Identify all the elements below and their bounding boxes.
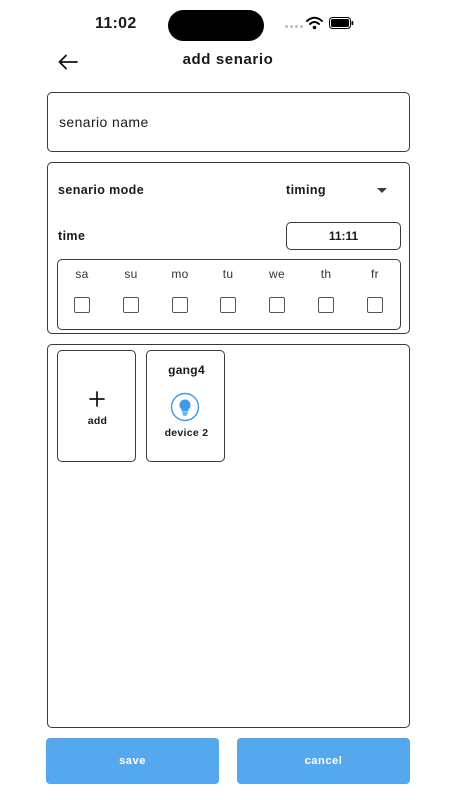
day-label: fr <box>371 267 379 281</box>
cellular-signal-icon <box>285 25 303 28</box>
day-mo <box>160 260 200 331</box>
day-label: mo <box>171 267 189 281</box>
battery-icon <box>329 17 354 29</box>
day-checkbox-th[interactable] <box>318 297 334 313</box>
status-time: 11:02 <box>95 15 137 32</box>
app-header <box>0 45 450 79</box>
day-su <box>111 260 151 331</box>
senario-mode-value: timing <box>286 183 326 197</box>
day-label: sa <box>75 267 89 281</box>
device-group-label: gang4 <box>168 363 205 377</box>
cancel-button[interactable]: cancel <box>237 738 410 784</box>
add-device-button[interactable] <box>57 350 136 462</box>
plus-icon <box>89 391 105 407</box>
day-label: su <box>124 267 138 281</box>
wifi-icon <box>306 16 323 30</box>
caret-down-icon <box>377 188 387 193</box>
day-label: tu <box>222 267 234 281</box>
senario-mode-dropdown[interactable] <box>286 177 401 203</box>
weekday-selector <box>57 259 401 330</box>
day-we <box>257 260 297 331</box>
senario-mode-card <box>47 162 410 334</box>
device-name-label: device 2 <box>164 427 209 439</box>
status-bar <box>0 0 450 50</box>
day-th <box>306 260 346 331</box>
add-device-label: add <box>87 415 108 427</box>
lightbulb-icon <box>170 392 200 422</box>
day-checkbox-we[interactable] <box>269 297 285 313</box>
day-checkbox-sa[interactable] <box>74 297 90 313</box>
save-button[interactable]: save <box>46 738 219 784</box>
day-sa <box>62 260 102 331</box>
day-checkbox-su[interactable] <box>123 297 139 313</box>
day-checkbox-fr[interactable] <box>367 297 383 313</box>
time-label: time <box>58 229 86 243</box>
senario-name-input[interactable] <box>59 114 398 130</box>
day-checkbox-mo[interactable] <box>172 297 188 313</box>
day-fr <box>355 260 395 331</box>
day-label: we <box>269 267 285 281</box>
device-tile[interactable] <box>146 350 225 462</box>
dynamic-island <box>168 10 264 41</box>
day-tu <box>208 260 248 331</box>
day-label: th <box>320 267 332 281</box>
devices-card <box>47 344 410 728</box>
page-title: add senario <box>182 51 274 68</box>
senario-name-field[interactable] <box>47 92 410 152</box>
time-picker-field[interactable]: 11:11 <box>286 222 401 250</box>
day-checkbox-tu[interactable] <box>220 297 236 313</box>
senario-mode-label: senario mode <box>58 183 145 197</box>
